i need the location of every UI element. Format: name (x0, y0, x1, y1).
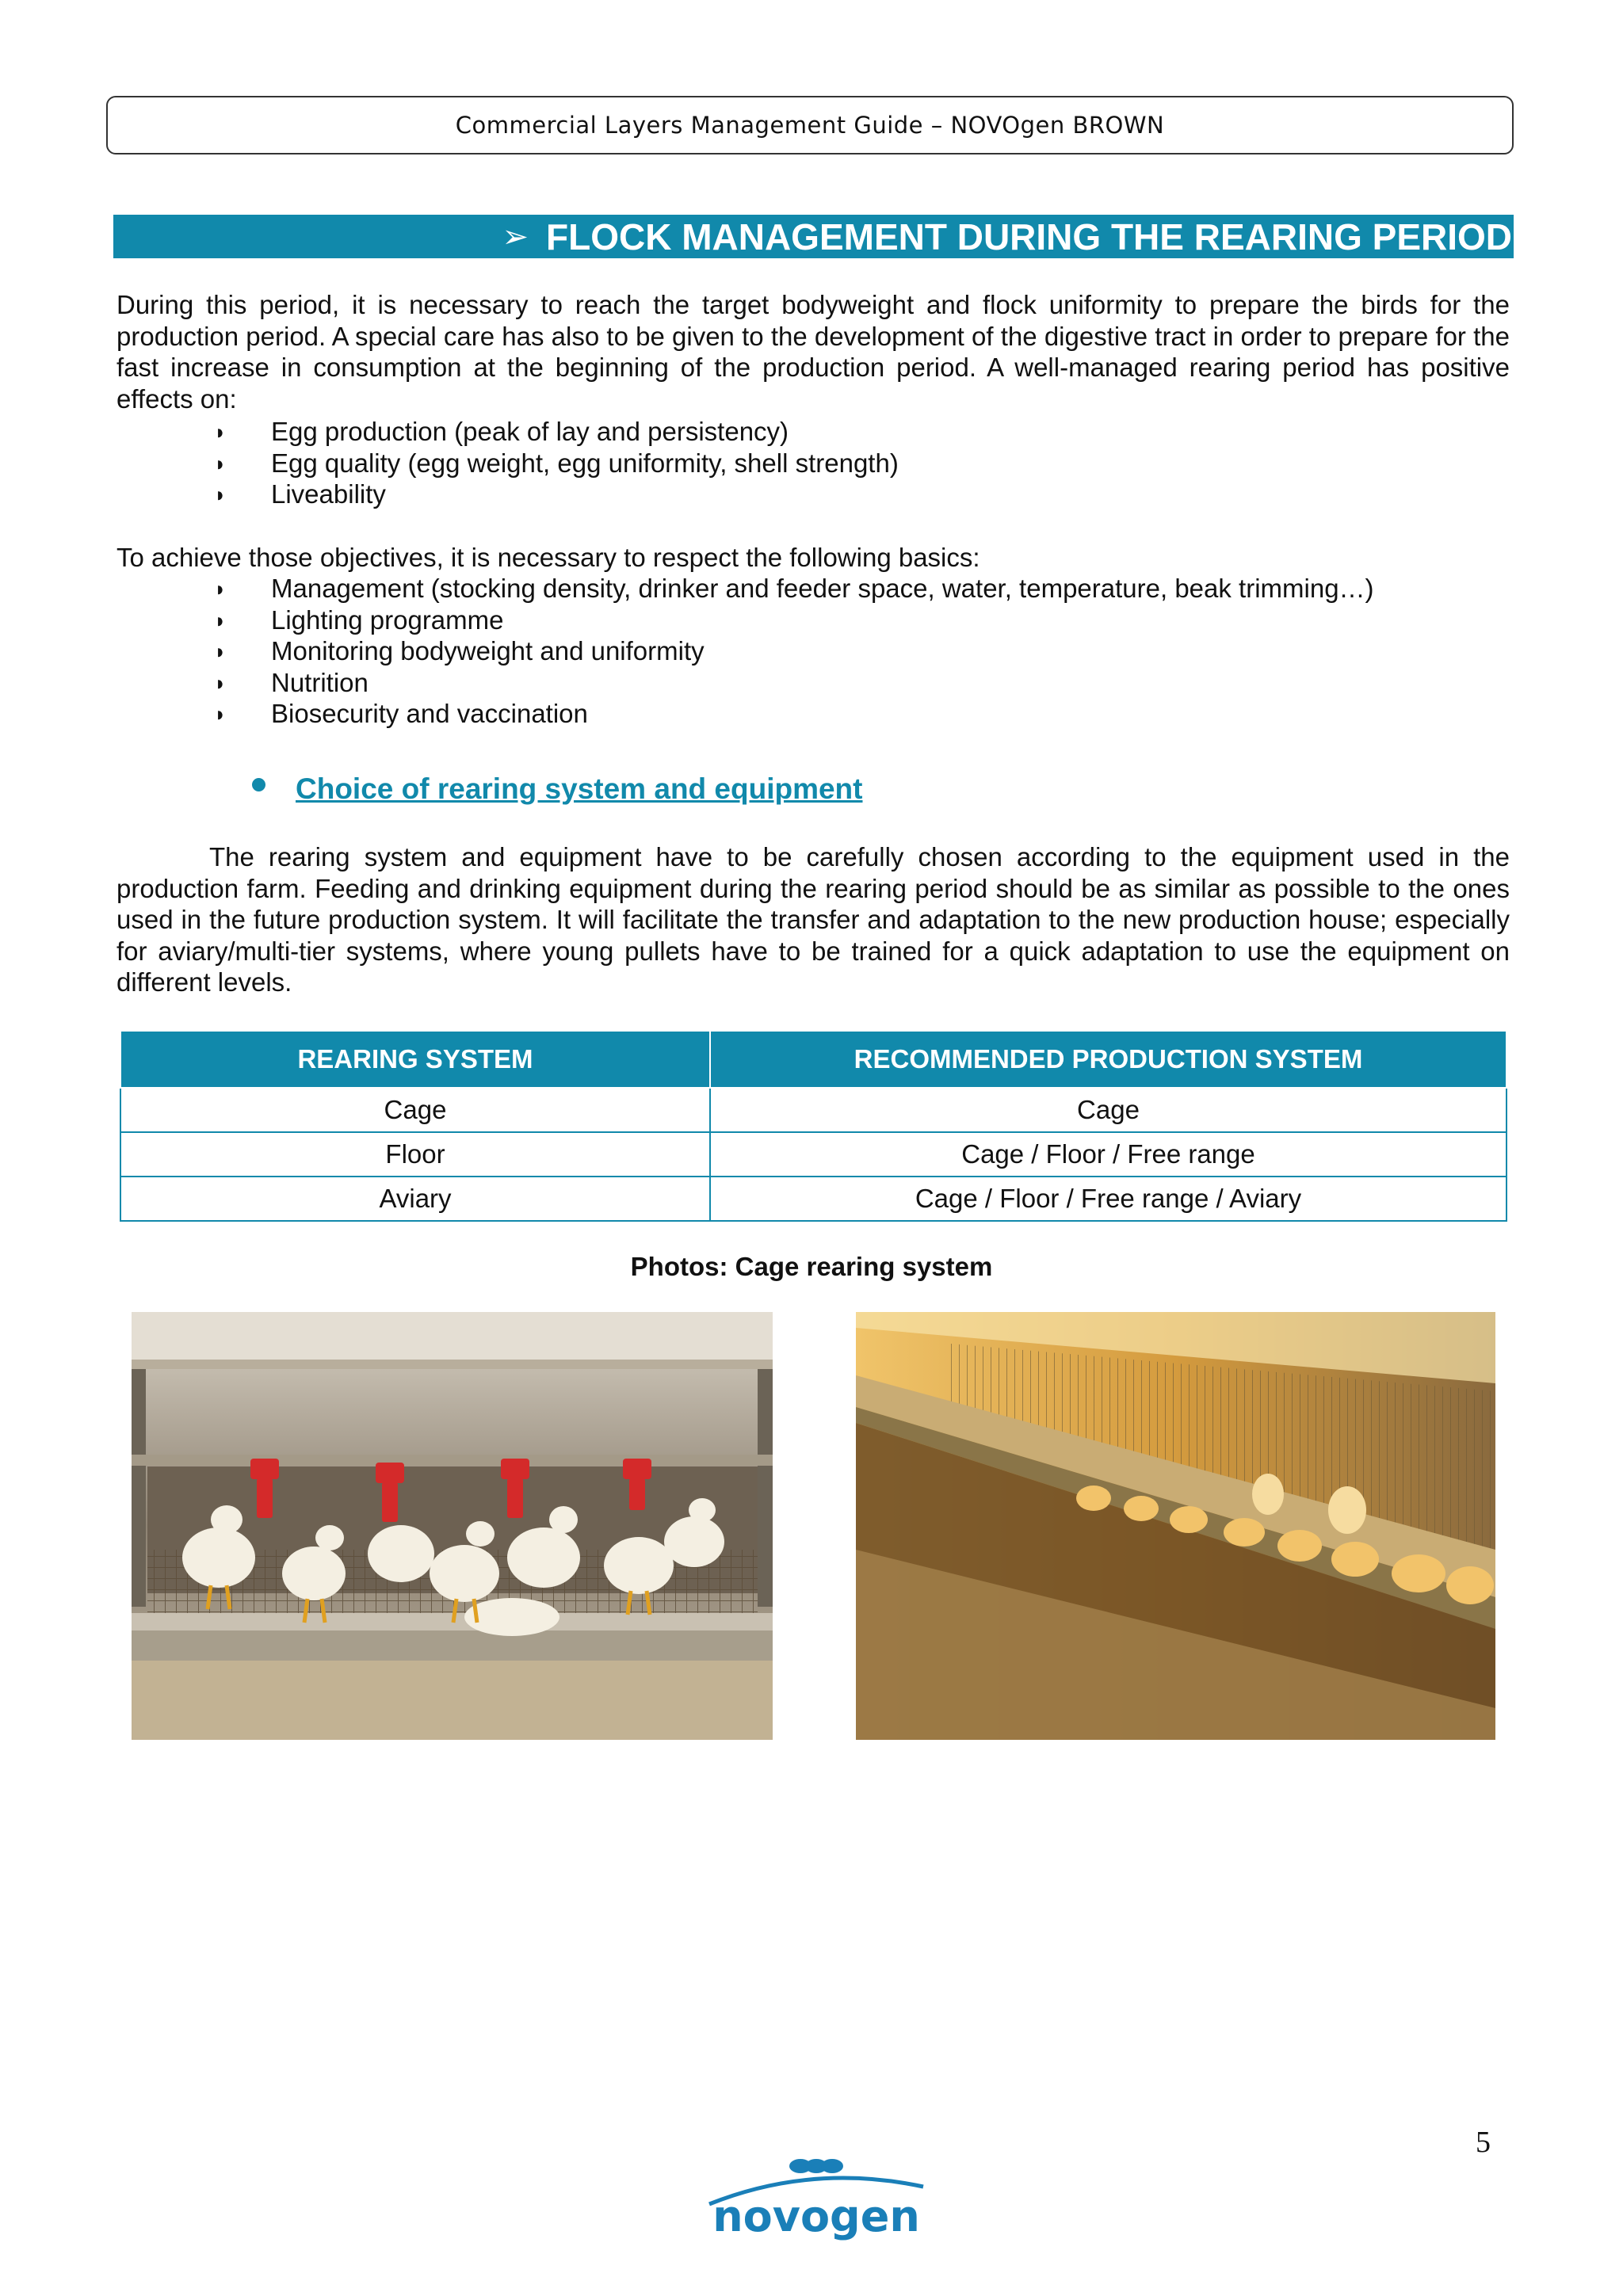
table-cell: Cage / Floor / Free range (710, 1132, 1507, 1177)
table-row (120, 1132, 1507, 1177)
novogen-logo (701, 2155, 931, 2242)
basics-list (214, 573, 1374, 730)
bullet-dot-icon (252, 778, 265, 791)
page-number: 5 (1476, 2126, 1491, 2159)
table-cell: Cage (710, 1088, 1507, 1132)
bullet-icon: ◗ (214, 670, 227, 695)
bullet-icon: ◗ (214, 482, 227, 506)
list-item: ◗ Nutrition (214, 667, 1374, 699)
list-item: ◗ Biosecurity and vaccination (214, 698, 1374, 730)
table-header-row (120, 1031, 1507, 1088)
bullet-icon: ◗ (214, 451, 227, 475)
photos-caption: Photos: Cage rearing system (630, 1252, 993, 1281)
intro-text: During this period, it is necessary to reach the target bodyweight and flock uniformity to prepare the birds for the production period. A special care has also to be given to the development of the digestive tract in order to prepare for the fast increase in consumption at the beginning of the production period. A well-managed rearing period has positive effects on: (116, 290, 1510, 414)
header-title: Commercial Layers Management Guide – NOVOgen BROWN (455, 112, 1165, 139)
table-header-cell: RECOMMENDED PRODUCTION SYSTEM (710, 1031, 1507, 1088)
subsection-title: Choice of rearing system and equipment (296, 772, 863, 805)
table-cell: Cage / Floor / Free range / Aviary (710, 1177, 1507, 1221)
list-item: ◗ Management (stocking density, drinker and feeder space, water, temperature, beak trimming…) (214, 573, 1374, 605)
table-cell: Cage (120, 1088, 710, 1132)
effects-list (214, 416, 899, 510)
cage-photo-left (132, 1312, 773, 1740)
basics-lead: To achieve those objectives, it is necessary to respect the following basics: (116, 543, 980, 572)
cage-photo-right (856, 1312, 1495, 1740)
table-cell: Aviary (120, 1177, 710, 1221)
section-title-bar (113, 215, 1514, 258)
document-header (106, 96, 1514, 154)
rearing-paragraph (116, 841, 1510, 998)
bullet-icon: ◗ (214, 702, 227, 726)
section-title: FLOCK MANAGEMENT DURING THE REARING PERIOD (546, 215, 1512, 257)
list-item: ◗ Lighting programme (214, 605, 1374, 636)
subsection-heading (252, 772, 862, 806)
rearing-text: The rearing system and equipment have to be carefully chosen according to the equipment used in the production farm. Feeding and drinking equipment during the rearing period should be as similar as possible to the ones used in the future production system. It will facilitate the transfer and adaptation to the new production house; especially for aviary/multi-tier systems, where young pullets have to be trained for a quick adaptation to use the equipment on different levels. (116, 842, 1510, 997)
table-header-cell: REARING SYSTEM (120, 1031, 710, 1088)
list-item: ◗ Egg quality (egg weight, egg uniformity, shell strength) (214, 448, 899, 479)
bullet-icon: ◗ (214, 608, 227, 632)
table-row (120, 1177, 1507, 1221)
list-item: ◗ Monitoring bodyweight and uniformity (214, 635, 1374, 667)
bullet-icon: ◗ (214, 420, 227, 444)
bullet-icon: ◗ (214, 639, 227, 663)
bullet-icon: ◗ (214, 577, 227, 601)
arrow-bullet-icon: ➢ (502, 219, 529, 254)
rearing-systems-table (120, 1030, 1507, 1222)
table-row (120, 1088, 1507, 1132)
list-item: ◗ Liveability (214, 479, 899, 510)
table-cell: Floor (120, 1132, 710, 1177)
logo-wordmark: novogen (712, 2191, 920, 2241)
intro-paragraph (116, 289, 1510, 414)
list-item: ◗ Egg production (peak of lay and persistency) (214, 416, 899, 448)
